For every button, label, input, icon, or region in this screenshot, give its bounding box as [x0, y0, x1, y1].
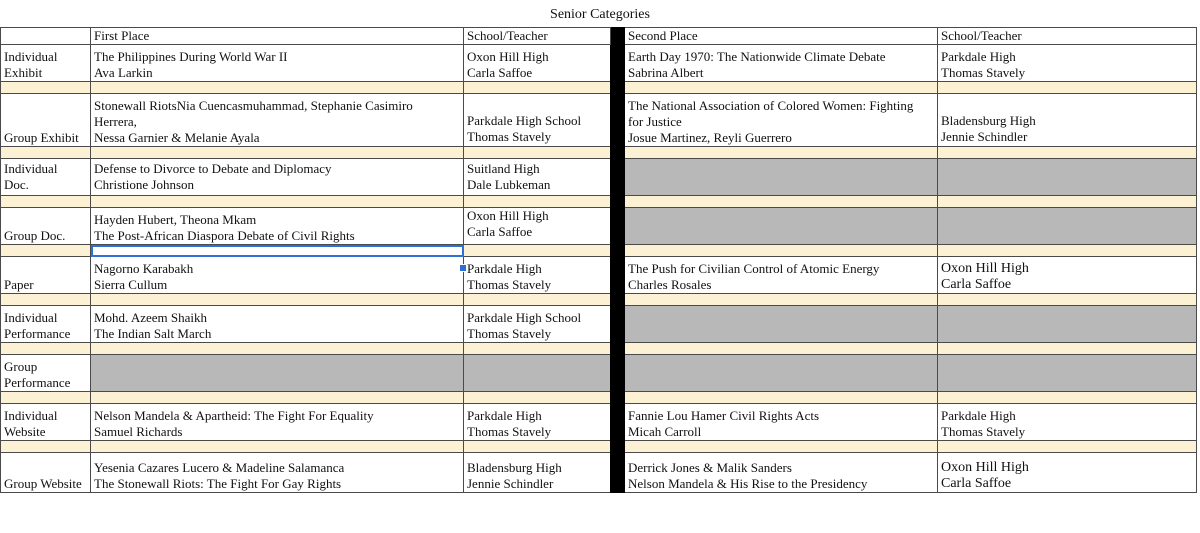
first-place-cell[interactable]: Yesenia Cazares Lucero & Madeline Salamanca The Stonewall Riots: The Fight For Gay Rights: [91, 453, 464, 493]
second-place-cell[interactable]: Derrick Jones & Malik Sanders Nelson Mandela & His Rise to the Presidency: [625, 453, 938, 493]
school-teacher-cell[interactable]: Oxon Hill High Carla Saffoe: [464, 45, 611, 82]
first-place-cell[interactable]: Hayden Hubert, Theona Mkam The Post-African Diaspora Debate of Civil Rights: [91, 208, 464, 245]
category-cell[interactable]: Group Website: [1, 453, 91, 493]
spacer-row: [1, 147, 1197, 159]
school-teacher-cell[interactable]: Suitland High Dale Lubkeman: [464, 159, 611, 196]
school-teacher-cell[interactable]: Oxon Hill High Carla Saffoe: [938, 257, 1197, 294]
header-first-place[interactable]: First Place: [91, 28, 464, 45]
table-row: [1, 94, 1197, 147]
spacer-row: [1, 245, 1197, 257]
header-row: [1, 28, 1197, 45]
second-place-cell[interactable]: Earth Day 1970: The Nationwide Climate Debate Sabrina Albert: [625, 45, 938, 82]
first-place-cell[interactable]: Nagorno Karabakh Sierra Cullum: [91, 257, 464, 294]
spacer-row: [1, 343, 1197, 355]
school-teacher-cell[interactable]: Parkdale High Thomas Stavely: [938, 45, 1197, 82]
table-row: [1, 355, 1197, 392]
category-cell[interactable]: Individual Exhibit: [1, 45, 91, 82]
category-cell[interactable]: Individual Performance: [1, 306, 91, 343]
school-teacher-cell[interactable]: Parkdale High Thomas Stavely: [938, 404, 1197, 441]
second-place-cell-empty[interactable]: [625, 159, 938, 196]
table-row: [1, 45, 1197, 82]
spacer-row: [1, 294, 1197, 306]
spacer-row: [1, 441, 1197, 453]
second-place-cell-empty[interactable]: [625, 306, 938, 343]
school-teacher-cell[interactable]: Parkdale High School Thomas Stavely: [464, 306, 611, 343]
second-place-cell[interactable]: The Push for Civilian Control of Atomic Energy Charles Rosales: [625, 257, 938, 294]
table-row: [1, 159, 1197, 196]
first-place-cell[interactable]: The Philippines During World War II Ava Larkin: [91, 45, 464, 82]
results-table: [0, 27, 1197, 493]
table-row: [1, 208, 1197, 245]
school-teacher-cell[interactable]: Oxon Hill High Carla Saffoe: [938, 453, 1197, 493]
second-place-cell[interactable]: Fannie Lou Hamer Civil Rights Acts Micah Carroll: [625, 404, 938, 441]
school-teacher-cell[interactable]: Bladensburg High Jennie Schindler: [938, 94, 1197, 147]
table-row: [1, 404, 1197, 441]
school-teacher-cell[interactable]: Oxon Hill High Carla Saffoe: [464, 208, 611, 245]
category-cell[interactable]: Group Exhibit: [1, 94, 91, 147]
header-second-place[interactable]: Second Place: [625, 28, 938, 45]
selected-cell[interactable]: [91, 245, 464, 257]
second-place-cell[interactable]: The National Association of Colored Women: Fighting for Justice Josue Martinez, Reyli Guerrero: [625, 94, 938, 147]
column-separator: [611, 28, 625, 493]
first-place-cell[interactable]: Mohd. Azeem Shaikh The Indian Salt March: [91, 306, 464, 343]
table-row: [1, 257, 1197, 294]
spacer-row: [1, 392, 1197, 404]
spacer-row: [1, 196, 1197, 208]
category-cell[interactable]: Individual Doc.: [1, 159, 91, 196]
school-teacher-cell[interactable]: Parkdale High School Thomas Stavely: [464, 94, 611, 147]
header-school-teacher-2[interactable]: School/Teacher: [938, 28, 1197, 45]
second-place-cell-empty[interactable]: [625, 355, 938, 392]
school-teacher-cell[interactable]: Parkdale High Thomas Stavely: [464, 257, 611, 294]
school-teacher-cell-empty[interactable]: [464, 355, 611, 392]
first-place-cell[interactable]: Defense to Divorce to Debate and Diplomacy Christione Johnson: [91, 159, 464, 196]
school-teacher-cell-empty[interactable]: [938, 355, 1197, 392]
selection-fill-handle[interactable]: [459, 264, 467, 272]
category-cell[interactable]: Group Doc.: [1, 208, 91, 245]
spacer-row: [1, 82, 1197, 94]
header-school-teacher-1[interactable]: School/Teacher: [464, 28, 611, 45]
category-cell[interactable]: Group Performance: [1, 355, 91, 392]
category-cell[interactable]: Paper: [1, 257, 91, 294]
sheet-title: Senior Categories: [550, 7, 650, 22]
header-category-cell[interactable]: [1, 28, 91, 45]
category-cell[interactable]: Individual Website: [1, 404, 91, 441]
table-row: [1, 306, 1197, 343]
first-place-cell[interactable]: Stonewall RiotsNia Cuencasmuhammad, Stephanie Casimiro Herrera, Nessa Garnier & Melanie Ayala: [91, 94, 464, 147]
school-teacher-cell-empty[interactable]: [938, 159, 1197, 196]
second-place-cell-empty[interactable]: [625, 208, 938, 245]
school-teacher-cell[interactable]: Parkdale High Thomas Stavely: [464, 404, 611, 441]
first-place-cell[interactable]: Nelson Mandela & Apartheid: The Fight For Equality Samuel Richards: [91, 404, 464, 441]
table-row: [1, 453, 1197, 493]
school-teacher-cell-empty[interactable]: [938, 306, 1197, 343]
school-teacher-cell-empty[interactable]: [938, 208, 1197, 245]
first-place-cell-empty[interactable]: [91, 355, 464, 392]
school-teacher-cell[interactable]: Bladensburg High Jennie Schindler: [464, 453, 611, 493]
